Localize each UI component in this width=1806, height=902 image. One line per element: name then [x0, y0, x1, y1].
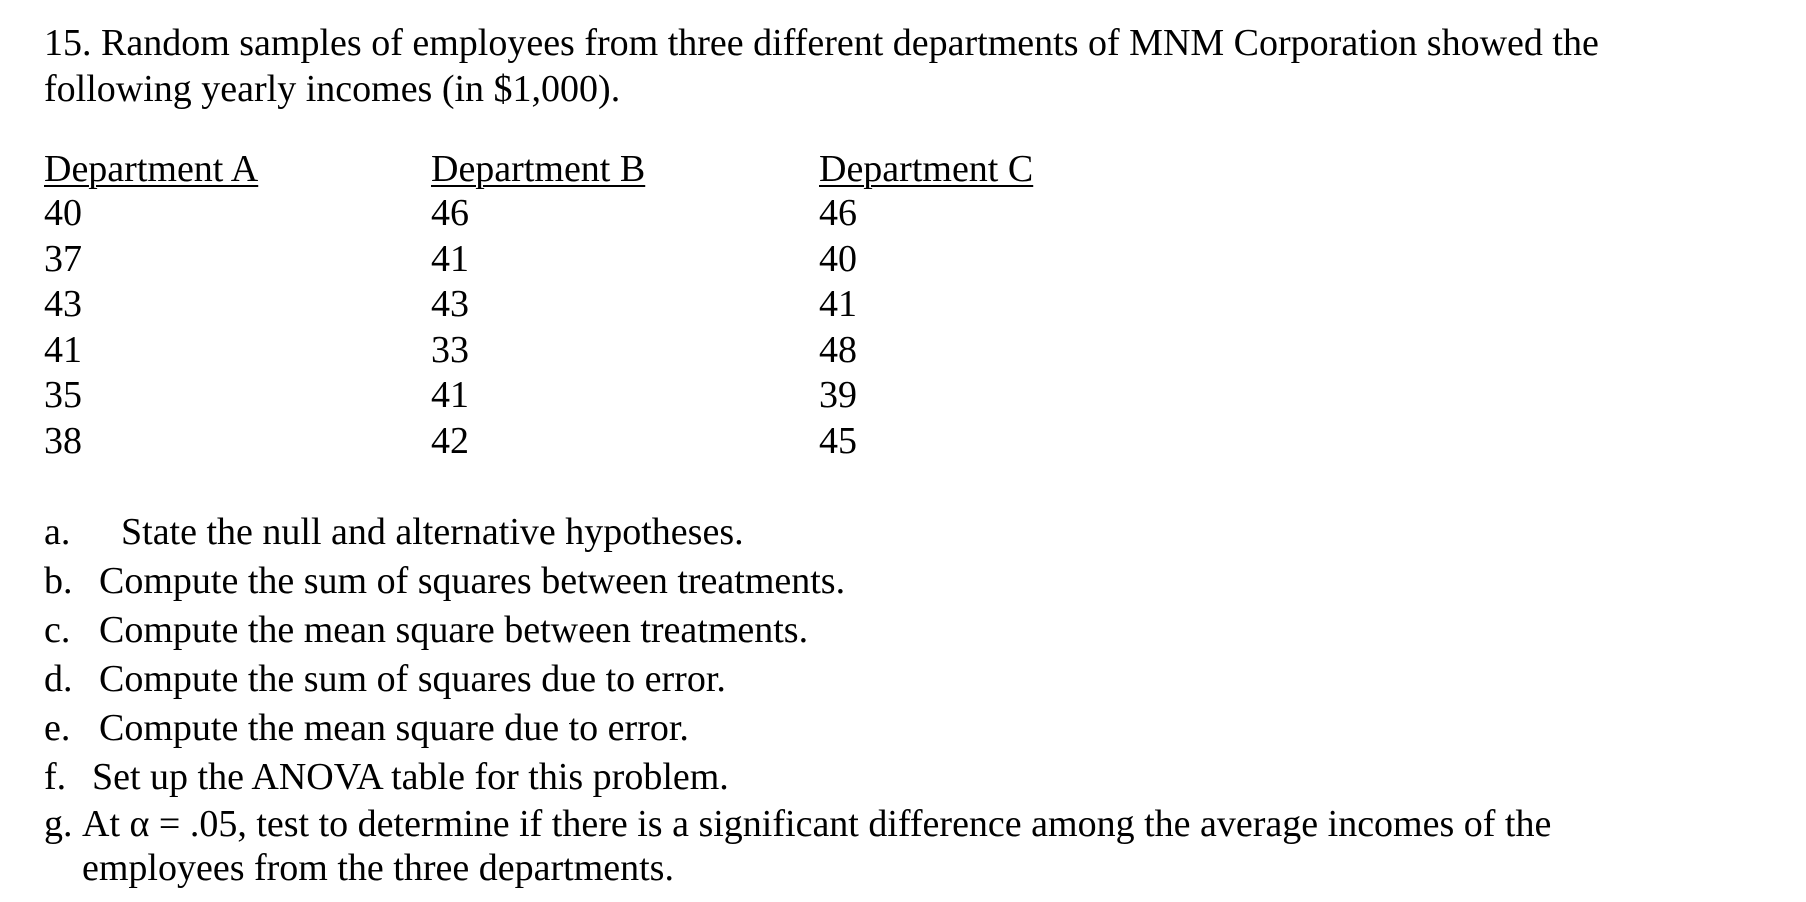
question-item	[44, 557, 1764, 606]
question-list	[44, 508, 1764, 890]
department-b-value: 33	[431, 328, 469, 371]
department-b-value: 43	[431, 283, 469, 325]
department-a-column	[44, 147, 374, 464]
question-letter: d.	[44, 658, 73, 700]
question-item	[44, 802, 1764, 890]
question-text: Set up the ANOVA table for this problem.	[92, 756, 729, 798]
question-item	[44, 753, 1764, 802]
department-b-value: 42	[431, 419, 469, 462]
department-b-value: 46	[431, 192, 469, 234]
question-letter: f.	[44, 756, 67, 798]
question-text: Compute the sum of squares due to error.	[99, 658, 726, 700]
department-a-header: Department A	[44, 148, 259, 190]
question-text: Compute the sum of squares between treatments.	[99, 560, 846, 602]
problem-statement	[44, 20, 1744, 112]
department-a-value: 40	[44, 192, 82, 234]
question-letter: g.	[44, 803, 73, 845]
department-a-value: 35	[44, 374, 82, 416]
department-c-value: 46	[819, 192, 857, 234]
department-c-value: 41	[819, 283, 857, 325]
question-continuation: employees from the three departments.	[82, 847, 674, 889]
department-c-value: 40	[819, 237, 857, 280]
problem-line-1: 15. Random samples of employees from three different departments of MNM Corporation showed the	[44, 22, 1599, 64]
question-letter: a.	[44, 511, 71, 553]
question-item	[44, 508, 1764, 557]
question-item	[44, 606, 1764, 655]
question-text: Compute the mean square due to error.	[99, 707, 689, 749]
department-a-value: 38	[44, 419, 82, 462]
department-c-column	[819, 147, 1149, 464]
department-b-value: 41	[431, 374, 469, 416]
question-item	[44, 655, 1764, 704]
department-b-value: 41	[431, 237, 469, 280]
question-letter: b.	[44, 560, 73, 602]
department-c-value: 48	[819, 328, 857, 371]
problem-line-2: following yearly incomes (in $1,000).	[44, 68, 621, 110]
department-b-header: Department B	[431, 148, 646, 190]
department-c-value: 45	[819, 419, 857, 462]
department-c-header: Department C	[819, 148, 1034, 190]
department-a-value: 37	[44, 237, 82, 280]
department-c-value: 39	[819, 374, 857, 416]
question-text: Compute the mean square between treatments.	[99, 609, 809, 651]
question-item	[44, 704, 1764, 753]
question-letter: e.	[44, 707, 71, 749]
department-b-column	[431, 147, 761, 464]
question-text: State the null and alternative hypotheses.	[121, 511, 744, 553]
question-first-line	[44, 802, 1764, 846]
department-a-value: 41	[44, 328, 82, 371]
question-letter: c.	[44, 609, 71, 651]
department-a-value: 43	[44, 283, 82, 325]
question-text: At α = .05, test to determine if there is a significant difference among the average incomes of the	[82, 803, 1552, 845]
